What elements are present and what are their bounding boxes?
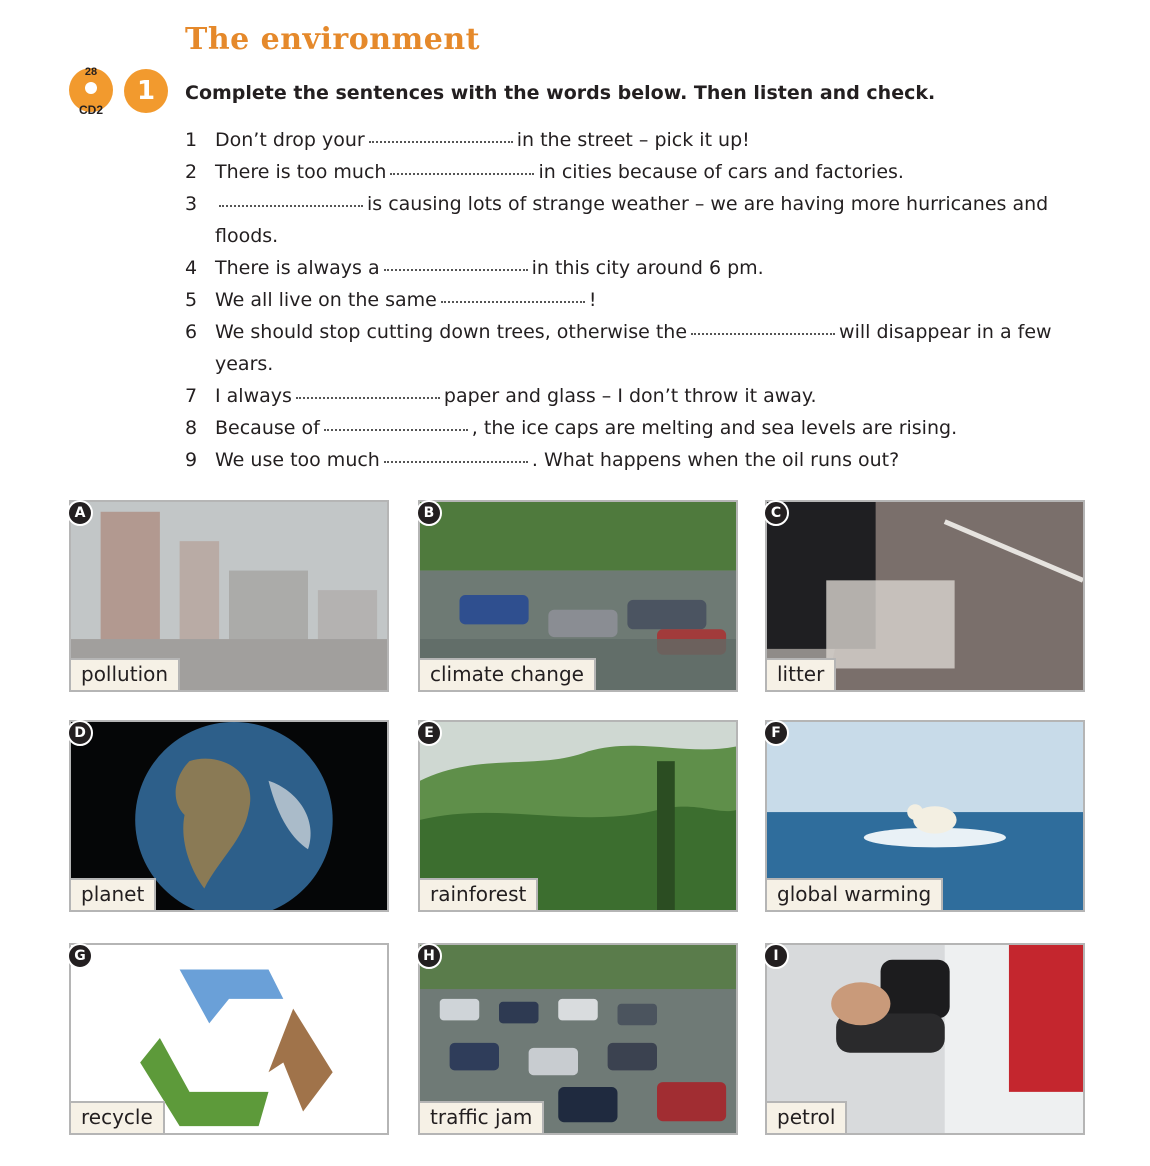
photo-label: recycle	[71, 1101, 165, 1133]
answer-blank[interactable]	[324, 428, 468, 431]
sentence-text: will disappear in a few years.	[215, 321, 1052, 375]
sentence-item	[185, 284, 1065, 316]
answer-blank[interactable]	[384, 460, 528, 463]
cd-label: CD2	[78, 103, 103, 117]
sentence-number: 4	[185, 257, 198, 279]
sentence-text: !	[588, 289, 597, 311]
answer-blank[interactable]	[390, 172, 534, 175]
page-title: The environment	[185, 22, 481, 57]
exercise-instruction: Complete the sentences with the words below. Then listen and check.	[185, 82, 936, 104]
sentence-number: 6	[185, 321, 198, 343]
answer-blank[interactable]	[369, 140, 513, 143]
sentence-text: is causing lots of strange weather – we are having more hurricanes and floods.	[215, 193, 1049, 247]
answer-blank[interactable]	[384, 268, 528, 271]
sentence-text: Because of	[215, 417, 320, 439]
sentence-text: There is always a	[215, 257, 380, 279]
sentence-number: 3	[185, 193, 198, 215]
sentence-text: I always	[215, 385, 292, 407]
photo-label: global warming	[767, 878, 943, 910]
photo-letter-badge: B	[416, 500, 442, 526]
answer-blank[interactable]	[219, 204, 363, 207]
photo-petrol	[765, 943, 1085, 1135]
photo-letter-badge: H	[416, 943, 442, 969]
sentence-item	[185, 188, 1065, 252]
sentence-number: 8	[185, 417, 198, 439]
answer-blank[interactable]	[691, 332, 835, 335]
photo-letter-badge: A	[67, 500, 93, 526]
sentence-item	[185, 316, 1065, 380]
sentence-text: paper and glass – I don’t throw it away.	[443, 385, 817, 407]
photo-letter-badge: C	[763, 500, 789, 526]
sentence-number: 2	[185, 161, 198, 183]
sentence-text: We should stop cutting down trees, otherwise the	[215, 321, 688, 343]
photo-letter-badge: F	[763, 720, 789, 746]
sentence-text: . What happens when the oil runs out?	[531, 449, 900, 471]
sentence-text: We all live on the same	[215, 289, 437, 311]
photo-label: climate change	[420, 658, 596, 690]
exercise-number: 1	[124, 69, 168, 113]
answer-blank[interactable]	[296, 396, 440, 399]
photo-letter-badge: I	[763, 943, 789, 969]
photo-litter	[765, 500, 1085, 692]
photo-label: traffic jam	[420, 1101, 544, 1133]
photo-letter-badge: G	[67, 943, 93, 969]
sentence-number: 1	[185, 129, 198, 151]
sentence-text: , the ice caps are melting and sea levels are rising.	[471, 417, 958, 439]
photo-traffic-jam	[418, 943, 738, 1135]
photo-label: rainforest	[420, 878, 538, 910]
sentence-number: 7	[185, 385, 198, 407]
photo-climate-change	[418, 500, 738, 692]
sentence-text: There is too much	[215, 161, 387, 183]
cd-track-number: 28	[84, 66, 98, 78]
photo-label: pollution	[71, 658, 180, 690]
sentence-item	[185, 124, 1065, 156]
photo-pollution	[69, 500, 389, 692]
photo-rainforest	[418, 720, 738, 912]
photo-global-warming	[765, 720, 1085, 912]
sentence-item	[185, 156, 1065, 188]
sentence-text: Don’t drop your	[215, 129, 365, 151]
answer-blank[interactable]	[441, 300, 585, 303]
photo-label: litter	[767, 658, 836, 690]
photo-recycle	[69, 943, 389, 1135]
sentence-item	[185, 412, 1065, 444]
photo-letter-badge: E	[416, 720, 442, 746]
photo-planet	[69, 720, 389, 912]
sentence-item	[185, 380, 1065, 412]
sentence-item	[185, 444, 1065, 476]
sentence-text: in cities because of cars and factories.	[538, 161, 904, 183]
sentence-number: 9	[185, 449, 198, 471]
sentence-text: in the street – pick it up!	[516, 129, 750, 151]
sentence-text: We use too much	[215, 449, 380, 471]
sentence-text: in this city around 6 pm.	[531, 257, 764, 279]
sentence-list	[185, 124, 1065, 476]
photo-label: petrol	[767, 1101, 847, 1133]
sentence-item	[185, 252, 1065, 284]
photo-letter-badge: D	[67, 720, 93, 746]
photo-label: planet	[71, 878, 156, 910]
sentence-number: 5	[185, 289, 198, 311]
